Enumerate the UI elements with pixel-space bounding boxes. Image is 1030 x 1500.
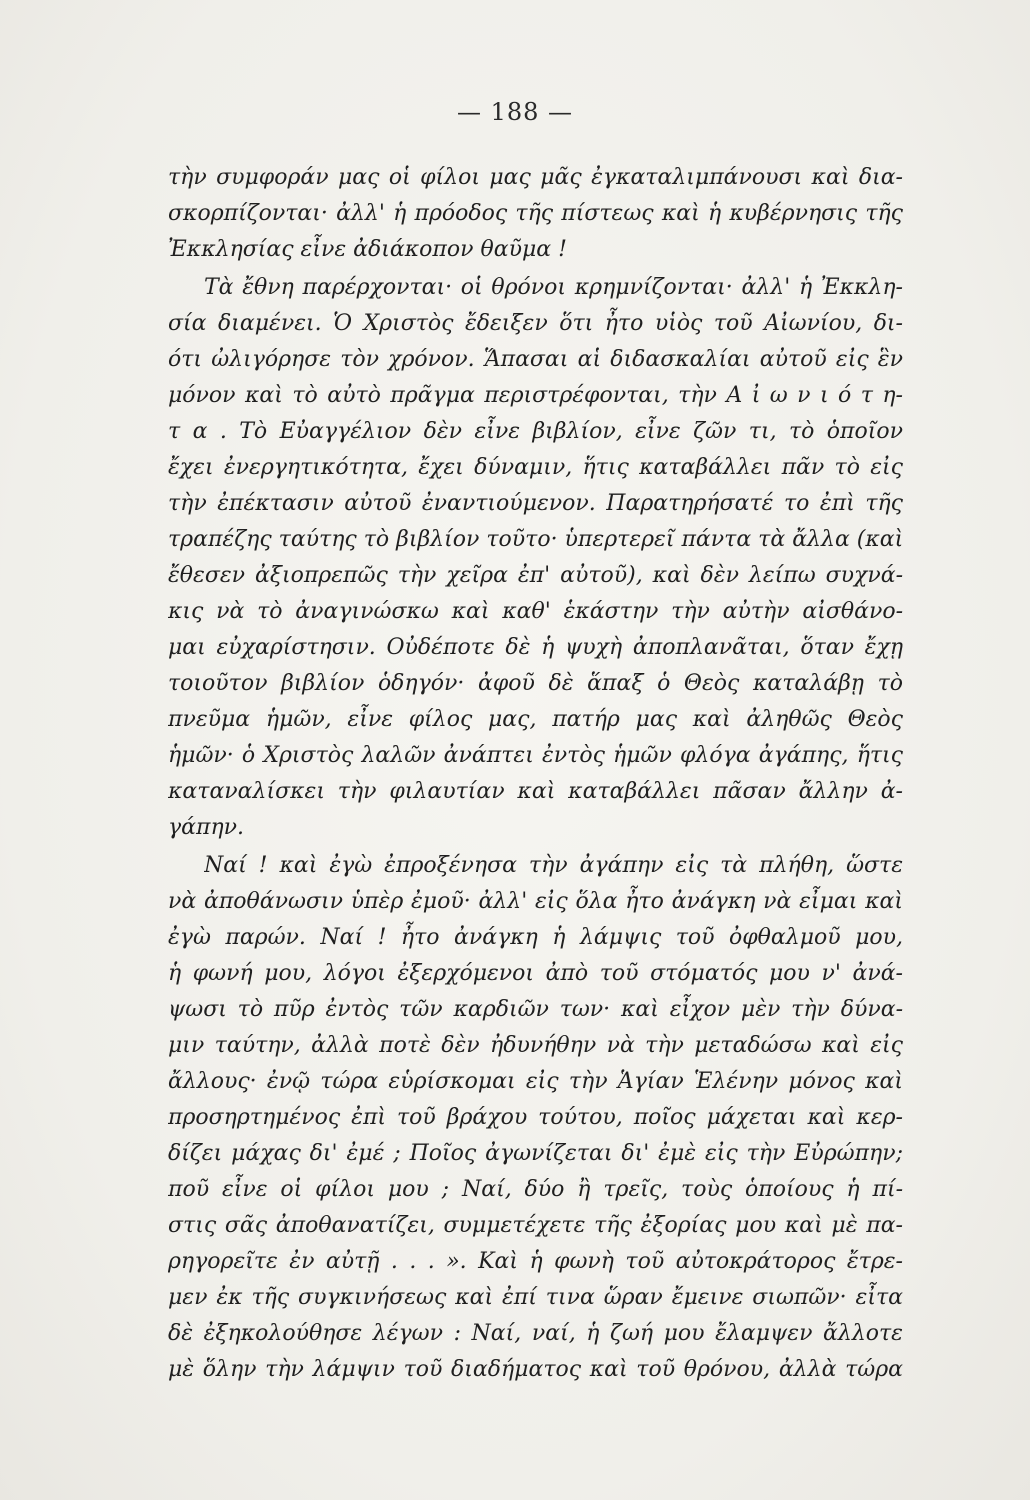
text-line: προσηρτημένος ἐπὶ τοῦ βράχου τούτου, ποῖος μάχεται καὶ κερ- [168,1105,903,1130]
page-number: — 188 — [456,98,574,126]
text-line: νὰ ἀποθάνωσιν ὑπὲρ ἐμοῦ· ἀλλ' εἰς ὅλα ἦτο ἀνάγκη νὰ εἶμαι καὶ [168,889,903,914]
text-line: στις σᾶς ἀποθανατίζει, συμμετέχετε τῆς ἐξορίας μου καὶ μὲ πα- [168,1213,903,1238]
text-line: γάπην. [168,815,245,840]
text-line: ἡ φωνή μου, λόγοι ἐξερχόμενοι ἀπὸ τοῦ στόματός μου ν' ἀνά- [168,961,903,986]
text-line: Τὰ ἔθνη παρέρχονται· οἱ θρόνοι κρημνίζονται· ἀλλ' ἡ Ἐκκλη- [204,275,903,300]
text-line: ἄλλους· ἐνῷ τώρα εὑρίσκομαι εἰς τὴν Ἁγίαν Ἑλένην μόνος καὶ [168,1069,903,1094]
text-line: ἡμῶν· ὁ Χριστὸς λαλῶν ἀνάπτει ἐντὸς ἡμῶν φλόγα ἀγάπης, ἥτις [168,743,903,768]
text-line: σία διαμένει. Ὁ Χριστὸς ἔδειξεν ὅτι ἦτο υἱὸς τοῦ Αἰωνίου, δι- [168,311,903,336]
text-line: κις νὰ τὸ ἀναγινώσκω καὶ καθ' ἑκάστην τὴν αὐτὴν αἰσθάνο- [168,599,903,624]
text-line: ποῦ εἶνε οἱ φίλοι μου ; Ναί, δύο ἢ τρεῖς, τοὺς ὁποίους ἡ πί- [168,1177,903,1202]
text-line: τὴν ἐπέκτασιν αὐτοῦ ἐναντιούμενον. Παρατηρήσατέ το ἐπὶ τῆς [168,491,903,516]
text-line: ρηγορεῖτε ἐν αὐτῇ . . . ». Καὶ ἡ φωνὴ τοῦ αὐτοκράτορος ἔτρε- [168,1249,903,1274]
text-line: δίζει μάχας δι' ἐμέ ; Ποῖος ἀγωνίζεται δι' ἐμὲ εἰς τὴν Εὐρώπην; [168,1141,903,1166]
text-line: ἔχει ἐνεργητικότητα, ἔχει δύναμιν, ἥτις καταβάλλει πᾶν τὸ εἰς [168,455,903,480]
text-line: ἔθεσεν ἀξιοπρεπῶς τὴν χεῖρα ἐπ' αὐτοῦ), καὶ δὲν λείπω συχνά- [168,563,903,588]
text-line: μόνον καὶ τὸ αὐτὸ πρᾶγμα περιστρέφονται, τὴν Α ἰ ω ν ι ό τ η- [168,383,903,408]
text-line: μιν ταύτην, ἀλλὰ ποτὲ δὲν ἠδυνήθην νὰ τὴν μεταδώσω καὶ εἰς [168,1033,903,1058]
text-line: μαι εὐχαρίστησιν. Οὐδέποτε δὲ ἡ ψυχὴ ἀποπλανᾶται, ὅταν ἔχῃ [168,635,903,660]
text-line: Ναί ! καὶ ἐγὼ ἐπροξένησα τὴν ἀγάπην εἰς τὰ πλήθη, ὥστε [204,853,903,878]
text-line: τ α . Τὸ Εὐαγγέλιον δὲν εἶνε βιβλίον, εἶνε ζῶν τι, τὸ ὁποῖον [168,419,903,444]
text-line: μὲ ὅλην τὴν λάμψιν τοῦ διαδήματος καὶ τοῦ θρόνου, ἀλλὰ τώρα [168,1357,903,1382]
text-line: ότι ὠλιγόρησε τὸν χρόνον. Ἅπασαι αἱ διδασκαλίαι αὐτοῦ εἰς ἓν [168,347,903,372]
text-line: τὴν συμφοράν μας οἱ φίλοι μας μᾶς ἐγκαταλιμπάνουσι καὶ δια- [168,165,903,190]
text-line: τραπέζης ταύτης τὸ βιβλίον τοῦτο· ὑπερτερεῖ πάντα τὰ ἄλλα (καὶ [168,527,903,552]
text-line: τοιοῦτον βιβλίον ὁδηγόν· ἀφοῦ δὲ ἅπαξ ὁ Θεὸς καταλάβῃ τὸ [168,671,903,696]
text-line: Ἐκκλησίας εἶνε ἀδιάκοπον θαῦμα ! [168,237,567,262]
text-line: σκορπίζονται· ἀλλ' ἡ πρόοδος τῆς πίστεως καὶ ἡ κυβέρνησις τῆς [168,201,903,226]
text-line: μεν ἐκ τῆς συγκινήσεως καὶ ἐπί τινα ὥραν ἔμεινε σιωπῶν· εἶτα [168,1285,903,1310]
text-line: δὲ ἐξηκολούθησε λέγων : Ναί, ναί, ἡ ζωή μου ἔλαμψεν ἄλλοτε [168,1321,903,1346]
text-line: ἐγὼ παρών. Ναί ! ἦτο ἀνάγκη ἡ λάμψις τοῦ ὀφθαλμοῦ μου, [168,925,903,950]
text-line: ψωσι τὸ πῦρ ἐντὸς τῶν καρδιῶν των· καὶ εἶχον μὲν τὴν δύνα- [168,997,903,1022]
text-line: καταναλίσκει τὴν φιλαυτίαν καὶ καταβάλλει πᾶσαν ἄλλην ἀ- [168,779,903,804]
text-line: πνεῦμα ἡμῶν, εἶνε φίλος μας, πατήρ μας καὶ ἀληθῶς Θεὸς [168,707,903,732]
